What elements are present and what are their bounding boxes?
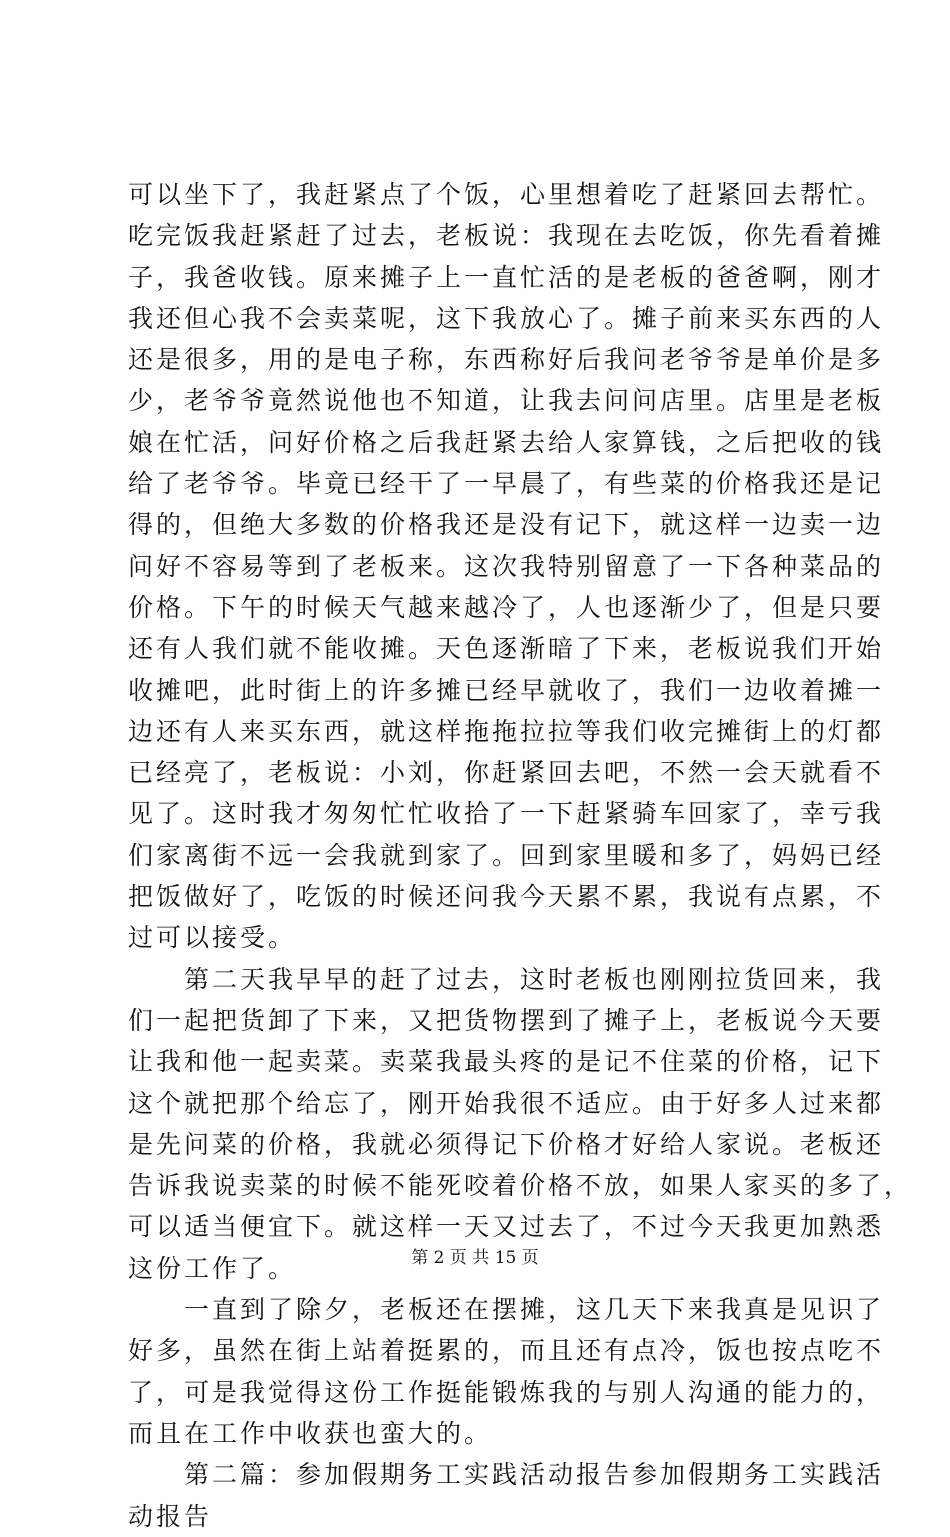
text-line: 动报告	[128, 1501, 213, 1531]
text-line: 告诉我说卖菜的时候不能死咬着价格不放，如果人家买的多了，	[128, 1171, 913, 1201]
text-line: 一直到了除夕，老板还在摆摊，这几天下来我真是见识了	[128, 1295, 885, 1325]
text-line: 们一起把货卸了下来，又把货物摆到了摊子上，老板说今天要	[128, 1005, 885, 1035]
text-line: 让我和他一起卖菜。卖菜我最头疼的是记不住菜的价格，记下	[128, 1047, 885, 1077]
text-line: 把饭做好了，吃饭的时候还问我今天累不累，我说有点累，不	[128, 882, 885, 912]
text-line: 少，老爷爷竟然说他也不知道，让我去问问店里。店里是老板	[128, 386, 885, 416]
text-line: 是先问菜的价格，我就必须得记下价格才好给人家说。老板还	[128, 1129, 885, 1159]
text-line: 好多，虽然在街上站着挺累的，而且还有点冷，饭也按点吃不	[128, 1336, 885, 1366]
text-line: 见了。这时我才匆匆忙忙收拾了一下赶紧骑车回家了，幸亏我	[128, 799, 885, 829]
page-number-footer: 第 2 页 共 15 页	[411, 1248, 539, 1268]
body-text	[128, 174, 913, 1537]
text-line: 而且在工作中收获也蛮大的。	[128, 1418, 493, 1448]
text-line: 了，可是我觉得这份工作挺能锻炼我的与别人沟通的能力的，	[128, 1377, 885, 1407]
text-line: 收摊吧，此时街上的许多摊已经早就收了，我们一边收着摊一	[128, 675, 885, 705]
text-line: 第二天我早早的赶了过去，这时老板也刚刚拉货回来，我	[128, 964, 885, 994]
text-line: 吃完饭我赶紧赶了过去，老板说：我现在去吃饭，你先看着摊	[128, 221, 885, 251]
text-line: 我还但心我不会卖菜呢，这下我放心了。摊子前来买东西的人	[128, 303, 885, 333]
text-line: 得的，但绝大多数的价格我还是没有记下，就这样一边卖一边	[128, 510, 885, 540]
text-line: 这份工作了。	[128, 1253, 297, 1283]
text-line: 已经亮了，老板说：小刘，你赶紧回去吧，不然一会天就看不	[128, 758, 885, 788]
text-line: 可以适当便宜下。就这样一天又过去了，不过今天我更加熟悉	[128, 1212, 885, 1242]
text-line: 们家离街不远一会我就到家了。回到家里暖和多了，妈妈已经	[128, 840, 885, 870]
text-line: 娘在忙活，问好价格之后我赶紧去给人家算钱，之后把收的钱	[128, 427, 885, 457]
text-line: 第二篇：参加假期务工实践活动报告参加假期务工实践活	[128, 1460, 885, 1490]
text-line: 问好不容易等到了老板来。这次我特别留意了一下各种菜品的	[128, 551, 885, 581]
text-line: 给了老爷爷。毕竟已经干了一早晨了，有些菜的价格我还是记	[128, 469, 885, 499]
text-line: 子，我爸收钱。原来摊子上一直忙活的是老板的爸爸啊，刚才	[128, 262, 885, 292]
text-line: 可以坐下了，我赶紧点了个饭，心里想着吃了赶紧回去帮忙。	[128, 180, 885, 209]
text-line: 过可以接受。	[128, 923, 297, 953]
text-line: 还有人我们就不能收摊。天色逐渐暗了下来，老板说我们开始	[128, 634, 885, 664]
text-line: 价格。下午的时候天气越来越冷了，人也逐渐少了，但是只要	[128, 592, 885, 622]
text-line: 边还有人来买东西，就这样拖拖拉拉等我们收完摊街上的灯都	[128, 716, 885, 746]
text-line: 这个就把那个给忘了，刚开始我很不适应。由于好多人过来都	[128, 1088, 885, 1118]
text-line: 还是很多，用的是电子称，东西称好后我问老爷爷是单价是多	[128, 345, 885, 375]
